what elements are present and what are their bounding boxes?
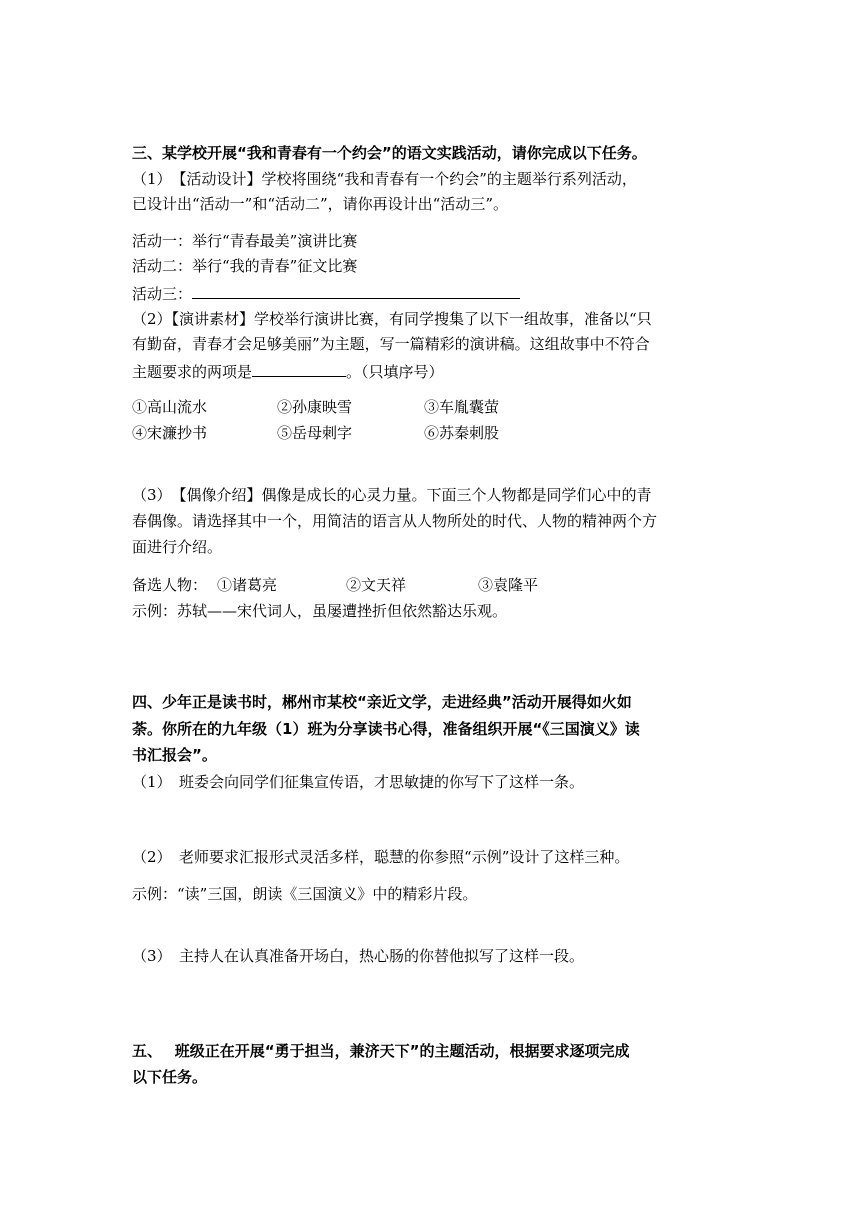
option-5: ⑤岳母刺字 xyxy=(277,424,353,442)
option-2: ②孙康映雪 xyxy=(277,398,353,416)
section-4-heading-line-2: 荼。你所在的九年级（1）班为分享读书心得，准备组织开展“《三国演义》读 xyxy=(132,720,640,738)
s3-q2-line-3-suffix: 。（只填序号） xyxy=(346,363,444,381)
s3-q2-line-3-text: 主题要求的两项是 xyxy=(132,363,253,381)
activity-3 xyxy=(132,282,520,304)
section-4-heading-line-3: 书汇报会”。 xyxy=(132,746,217,764)
option-6: ⑥苏秦刺股 xyxy=(424,424,500,442)
section-4-heading-line-1: 四、少年正是读书时，郴州市某校“亲近文学，走进经典”活动开展得如火如 xyxy=(132,693,632,711)
activity-2: 活动二：举行“我的青春”征文比赛 xyxy=(132,257,358,275)
candidate-label: 备选人物： xyxy=(132,576,208,594)
s3-q3-line-3: 面进行介绍。 xyxy=(132,538,223,556)
s4-example: 示例：“读”三国，朗读《三国演义》中的精彩片段。 xyxy=(132,885,478,903)
s4-q1: （1） 班委会向同学们征集宣传语，才思敏捷的你写下了这样一条。 xyxy=(132,773,585,791)
s3-q2-line-2: 有勤奋，青春才会足够美丽”为主题，写一篇精彩的演讲稿。这组故事中不符合 xyxy=(132,335,650,353)
candidate-3: ③袁隆平 xyxy=(478,576,539,594)
s3-q1-line-2: 已设计出“活动一”和“活动二”，请你再设计出“活动三”。 xyxy=(132,195,509,213)
s4-q2: （2） 老师要求汇报形式灵活多样，聪慧的你参照“示例”设计了这样三种。 xyxy=(132,848,630,866)
s3-q3-line-1: （3） 【偶像介绍】偶像是成长的心灵力量。下面三个人物都是同学们心中的青 xyxy=(132,486,652,504)
option-4: ④宋濂抄书 xyxy=(132,424,208,442)
activity-3-label: 活动三： xyxy=(132,285,193,303)
section-5-heading-line-2: 以下任务。 xyxy=(132,1068,208,1086)
answer-blank[interactable] xyxy=(252,360,346,377)
s3-q2-line-1: （2）【演讲素材】学校举行演讲比赛，有同学搜集了以下一组故事，准备以“只 xyxy=(132,310,652,328)
s3-q1-line-1: （1） 【活动设计】学校将围绕“我和青春有一个约会”的主题举行系列活动， xyxy=(132,170,637,188)
section-3-heading: 三、某学校开展“我和青春有一个约会”的语文实践活动，请你完成以下任务。 xyxy=(132,144,647,162)
s4-q3: （3） 主持人在认真准备开场白，热心肠的你替他拟写了这样一段。 xyxy=(132,947,585,965)
section-5-heading-line-1: 五、 班级正在开展“勇于担当，兼济天下”的主题活动，根据要求逐项完成 xyxy=(132,1042,630,1060)
candidate-2: ②文天祥 xyxy=(346,576,407,594)
activity-1: 活动一：举行“青春最美”演讲比赛 xyxy=(132,232,358,250)
activity-3-blank[interactable] xyxy=(192,282,520,299)
s3-q3-line-2: 春偶像。请选择其中一个，用简洁的语言从人物所处的时代、人物的精神两个方 xyxy=(132,512,658,530)
option-3: ③车胤囊萤 xyxy=(424,398,500,416)
s3-example: 示例：苏轼——宋代词人，虽屡遭挫折但依然豁达乐观。 xyxy=(132,602,508,620)
candidate-1: ①诸葛亮 xyxy=(217,576,278,594)
option-1: ①高山流水 xyxy=(132,398,208,416)
s3-q2-line-3 xyxy=(132,360,444,382)
